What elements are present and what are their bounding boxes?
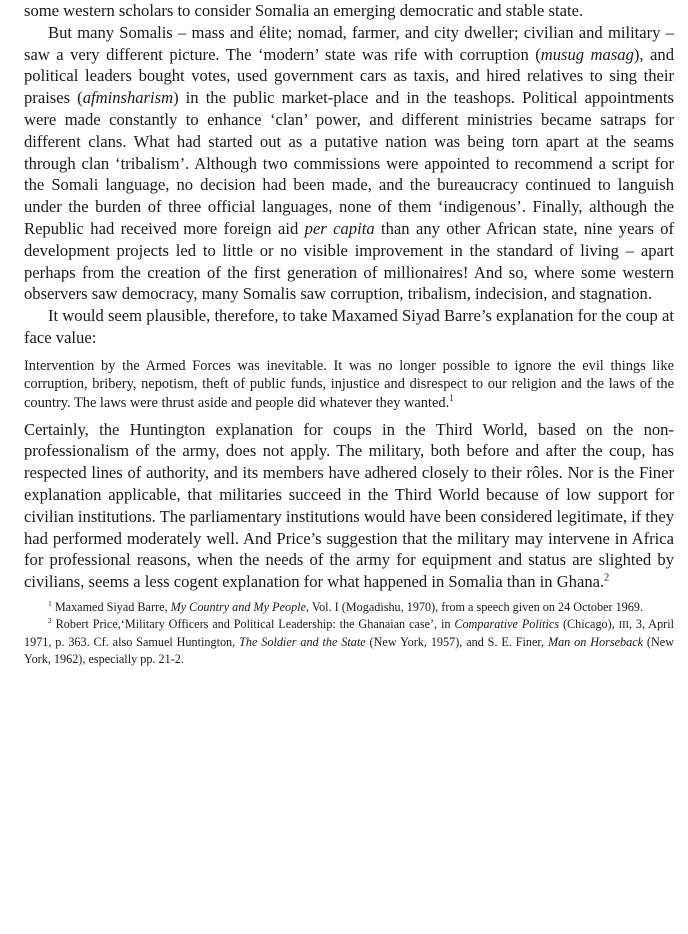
paragraph-huntington [24,419,674,593]
text-run: ), and political leaders bought votes, used government cars as taxis, and hired relatives to sing their praises ( [24,44,674,108]
paragraph-corruption [24,22,674,305]
text-run: , 3, April 1971, p. 363. Cf. also Samuel Huntington, [24,616,675,650]
italic-title: The Soldier and the State [239,635,366,650]
text-run: , Vol. I (Mogadishu, 1970), from a speech given on 24 October 1969. [305,599,643,614]
footnote-ref-1[interactable]: 1 [449,393,454,404]
footnote-1 [24,599,674,616]
italic-term: per capita [304,218,375,238]
footnote-number: 2 [48,615,52,625]
block-quote [24,357,674,413]
italic-term: musug masag [540,44,634,64]
italic-term: afminsharism [82,88,174,108]
quote-text: Intervention by the Armed Forces was inevitable. It was no longer possible to ignore the evil things like corruption, bribery, nepotism, theft of public funds, injustice and disrespect to our religion and the laws of the country. The laws were thrust aside and people did whatever they wanted. [24,357,674,411]
italic-title: Man on Horseback [547,635,644,650]
italic-title: Comparative Politics [454,616,560,631]
text-run: But many Somalis – mass and élite; nomad, farmer, and city dweller; civilian and military – saw a very different picture. The ‘modern’ state was rife with corruption ( [24,22,674,64]
text-run: (New York, 1957), and S. E. Finer, [365,635,548,650]
footnote-ref-2[interactable]: 2 [604,572,610,584]
text-run: (New York, 1962), especially pp. 21-2. [24,635,675,666]
footnote-2 [24,616,674,668]
paragraph-intro-end: some western scholars to consider Somalia an emerging democratic and stable state. [24,1,584,20]
paragraph-plausible: It would seem plausible, therefore, to take Maxamed Siyad Barre’s explanation for the coup at face value: [24,306,674,347]
text-run: ) in the public market-place and in the teashops. Political appointments were made constantly to enhance ‘clan’ power, and different ministries became satraps for different clans. What had started out as a putative nation was being torn apart at the seams through clan ‘tribalism’. Although two commissions were appointed to recommend a script for the Somali language, no decision had been made, and the bureaucracy continued to languish under the burden of three official languages, none of them ‘indigenous’. Finally, although the Republic had received more foreign aid [24,88,674,238]
body-text-2 [24,419,674,593]
footnote-number: 1 [48,598,52,608]
text-run: Certainly, the Huntington explanation for coups in the Third World, based on the non-professionalism of the army, does not apply. The military, both before and after the coup, has respected lines of authority, and its members have adhered closely to their rôles. Nor is the Finer explanation applicable, that militaries succeed in the Third World because of low support for civilian institutions. The parliamentary institutions would have been considered legitimate, if they had performed moderately well. And Price’s suggestion that the military may intervene in Africa for professional reasons, when the needs of the army for equipment and status are slighted by civilians, seems a less cogent explanation for what happened in Somalia than in Ghana. [24,419,674,592]
footnotes [24,599,674,667]
text-run: Robert Price,‘Military Officers and Political Leadership: the Ghanaian case’, in [51,616,455,631]
text-run: (Chicago), [559,616,619,631]
text-run: Maxamed Siyad Barre, [51,599,171,614]
volume-number: III [618,619,629,631]
text-run: than any other African state, nine years of development projects led to little or no visible improvement in the standard of living – apart perhaps from the creation of the first generation of millionaires! And so, where some western observers saw democracy, many Somalis saw corruption, tribalism, indecision, and stagnation. [24,218,675,304]
italic-title: My Country and My People [170,599,306,614]
body-text [24,0,674,349]
